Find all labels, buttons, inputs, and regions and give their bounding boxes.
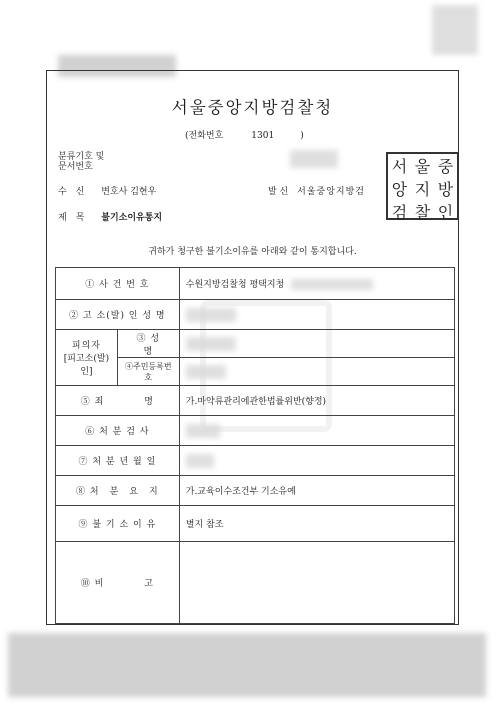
table-row [56, 300, 455, 330]
date-value [179, 446, 454, 476]
remarks-label: ⑩ 비 고 [56, 542, 180, 624]
redacted-footer-block [8, 633, 486, 697]
from-line [268, 187, 365, 197]
seal-char: 검 [391, 203, 408, 222]
name-value [179, 330, 454, 358]
complainant-label: ② 고 소(발) 인 성 명 [56, 300, 180, 330]
redacted-prosecutor [186, 424, 220, 438]
reason-value: 별지 참조 [179, 506, 454, 542]
table-row [56, 416, 455, 446]
to-label: 수 신 [58, 187, 85, 197]
redacted-complainant [186, 308, 236, 322]
seal-char: 울 [414, 157, 431, 176]
gist-value: 가.교육이수조건부 기소유예 [179, 476, 454, 506]
case-no-label: ① 사 건 번 호 [56, 268, 180, 300]
subject-line [58, 213, 162, 223]
charge-value: 가.마약류관리에관한법률위반(향정) [179, 386, 454, 416]
redacted-name [186, 337, 236, 351]
gist-label: ⑧ 처 분 요 지 [56, 476, 180, 506]
seal-char: 앙 [391, 180, 408, 199]
official-seal-stamp [386, 152, 459, 220]
name-label: ③ 성 명 [117, 330, 179, 358]
redacted-case-no [291, 279, 373, 290]
class-label-2: 문서번호 [58, 162, 93, 172]
redacted-class-value [290, 150, 338, 168]
id-value [179, 358, 454, 386]
charge-label: ⑤ 죄 명 [56, 386, 180, 416]
redacted-date [186, 454, 214, 468]
suspect-sub-label: [피고소(발)인] [63, 354, 110, 377]
table-row [56, 476, 455, 506]
case-no-text: 수원지방검찰청 평택지청 [185, 280, 285, 290]
class-suffix: 및 [95, 152, 105, 162]
seal-char: 인 [437, 203, 454, 222]
seal-char: 방 [437, 180, 454, 199]
from-value: 서울중앙지방검 [297, 187, 365, 197]
date-label: ⑦ 처 분 년 월 일 [56, 446, 180, 476]
prosecutor-label: ⑥ 처 분 검 사 [56, 416, 180, 446]
redacted-id [186, 365, 226, 379]
table-row [56, 542, 455, 624]
notice-text: 귀하가 청구한 불기소이유를 아래와 같이 통지합니다. [148, 247, 357, 257]
to-value: 변호사 김현우 [101, 187, 157, 197]
phone-number: 1301 [251, 131, 275, 141]
seal-char: 지 [414, 180, 431, 199]
table-row [56, 268, 455, 300]
suspect-label: 피의자 [71, 341, 101, 351]
seal-char: 서 [391, 157, 408, 176]
class-label-1: 분류기호 [58, 152, 93, 162]
prosecutor-value [179, 416, 454, 446]
page-title: 서울중앙지방검찰청 [171, 98, 334, 117]
remarks-value [179, 542, 454, 624]
table-row [56, 330, 455, 358]
suspect-label-cell [56, 330, 118, 386]
subject-label: 제 목 [58, 213, 85, 223]
from-label: 발 신 [268, 187, 289, 197]
table-row [56, 446, 455, 476]
complainant-value [179, 300, 454, 330]
reason-label: ⑨ 불 기 소 이 유 [56, 506, 180, 542]
seal-char: 찰 [414, 203, 431, 222]
id-label: ④주민등록번호 [117, 358, 179, 386]
redacted-top-right [432, 5, 478, 55]
subject-value: 불기소이유통지 [101, 213, 163, 223]
seal-char: 중 [437, 157, 454, 176]
case-no-value [179, 268, 454, 300]
class-label [58, 152, 104, 172]
notice-form-table [55, 267, 455, 624]
phone-line [185, 128, 304, 141]
phone-label: (전화번호 [185, 131, 224, 141]
table-row [56, 386, 455, 416]
to-line [58, 187, 156, 197]
table-row [56, 506, 455, 542]
phone-close: ) [300, 131, 304, 141]
